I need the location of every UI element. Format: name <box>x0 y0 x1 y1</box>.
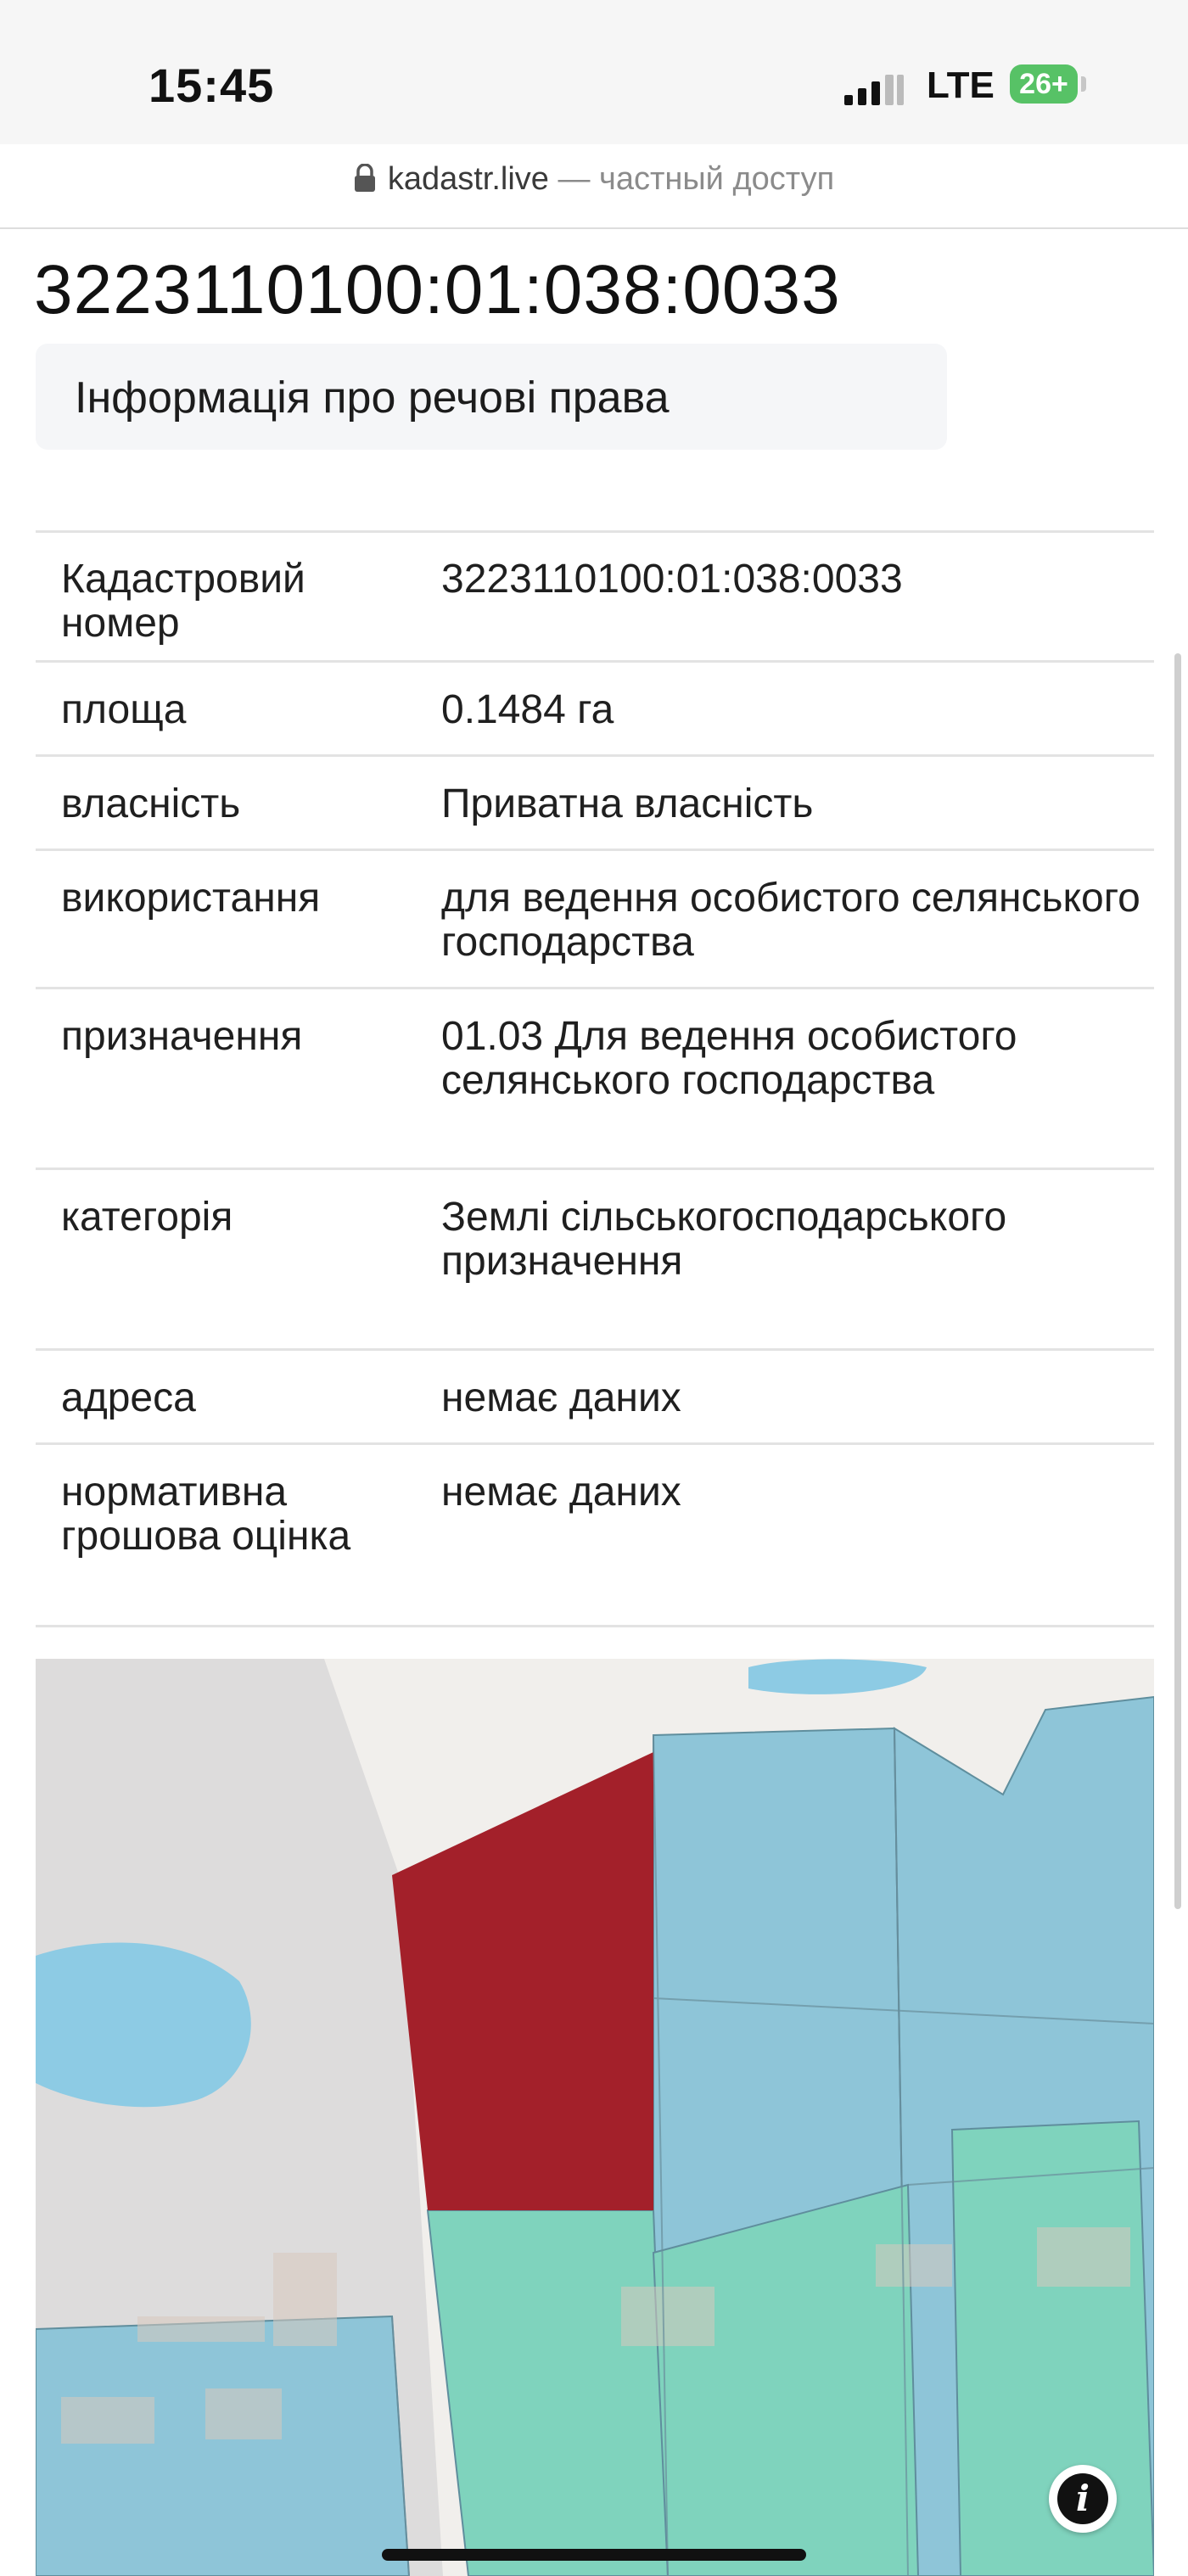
page-title: 3223110100:01:038:0033 <box>34 251 841 328</box>
row-value: Приватна власність <box>441 781 814 826</box>
clock: 15:45 <box>148 59 275 112</box>
row-label: нормативна грошова оцінка <box>61 1470 351 1559</box>
water-area[interactable] <box>748 1660 927 1694</box>
map-parcel[interactable] <box>428 2210 668 2576</box>
table-row <box>36 663 1154 757</box>
url-access-note: — частный доступ <box>558 161 835 197</box>
battery-tip <box>1081 76 1086 92</box>
map-parcel[interactable] <box>36 2316 409 2576</box>
building <box>273 2253 337 2346</box>
selected-parcel[interactable] <box>392 1752 653 2210</box>
battery-icon <box>1010 64 1078 104</box>
row-label: категорія <box>61 1195 233 1240</box>
row-value: 0.1484 га <box>441 687 614 732</box>
table-row <box>36 530 1154 663</box>
lock-icon <box>354 164 376 193</box>
row-value: немає даних <box>441 1470 681 1515</box>
table-row <box>36 1445 1154 1627</box>
network-type: LTE <box>927 64 995 106</box>
rights-info-card[interactable] <box>36 344 947 450</box>
table-row <box>36 851 1154 989</box>
cadastral-map[interactable] <box>36 1659 1154 2576</box>
row-label: площа <box>61 687 187 732</box>
url-domain: kadastr.live <box>387 161 549 197</box>
page-scrollbar[interactable] <box>1174 653 1181 1909</box>
row-value: для ведення особистого селянського господарства <box>441 876 1140 965</box>
header-divider <box>0 227 1188 229</box>
battery-level: 26+ <box>1019 68 1068 100</box>
table-row <box>36 757 1154 851</box>
table-row <box>36 989 1154 1170</box>
row-label: призначення <box>61 1014 303 1059</box>
table-row <box>36 1351 1154 1445</box>
parcel-info-table <box>36 530 1154 1627</box>
row-label: використання <box>61 876 321 921</box>
map-parcel[interactable] <box>653 2185 918 2576</box>
home-indicator[interactable] <box>382 2549 806 2561</box>
building <box>1037 2227 1130 2287</box>
signal-strength-icon <box>844 73 905 107</box>
building <box>61 2397 154 2444</box>
section-title: Інформація про речові права <box>75 373 670 423</box>
row-label: власність <box>61 781 241 826</box>
building <box>621 2287 714 2346</box>
row-value: 3223110100:01:038:0033 <box>441 557 903 602</box>
building <box>205 2388 282 2439</box>
map-canvas[interactable] <box>36 1659 1154 2576</box>
table-row <box>36 1170 1154 1351</box>
info-icon: i <box>1057 2473 1108 2524</box>
address-bar[interactable] <box>0 161 1188 198</box>
row-value: 01.03 Для ведення особистого селянського господарства <box>441 1014 1017 1103</box>
building <box>137 2316 265 2342</box>
row-value: немає даних <box>441 1375 681 1420</box>
map-info-button[interactable] <box>1049 2465 1117 2533</box>
row-value: Землі сільськогосподарського призначення <box>441 1195 1007 1284</box>
water-area[interactable] <box>36 1943 251 2108</box>
row-label: Кадастровий номер <box>61 557 305 646</box>
row-label: адреса <box>61 1375 196 1420</box>
status-bar <box>0 0 1188 197</box>
building <box>876 2244 952 2287</box>
